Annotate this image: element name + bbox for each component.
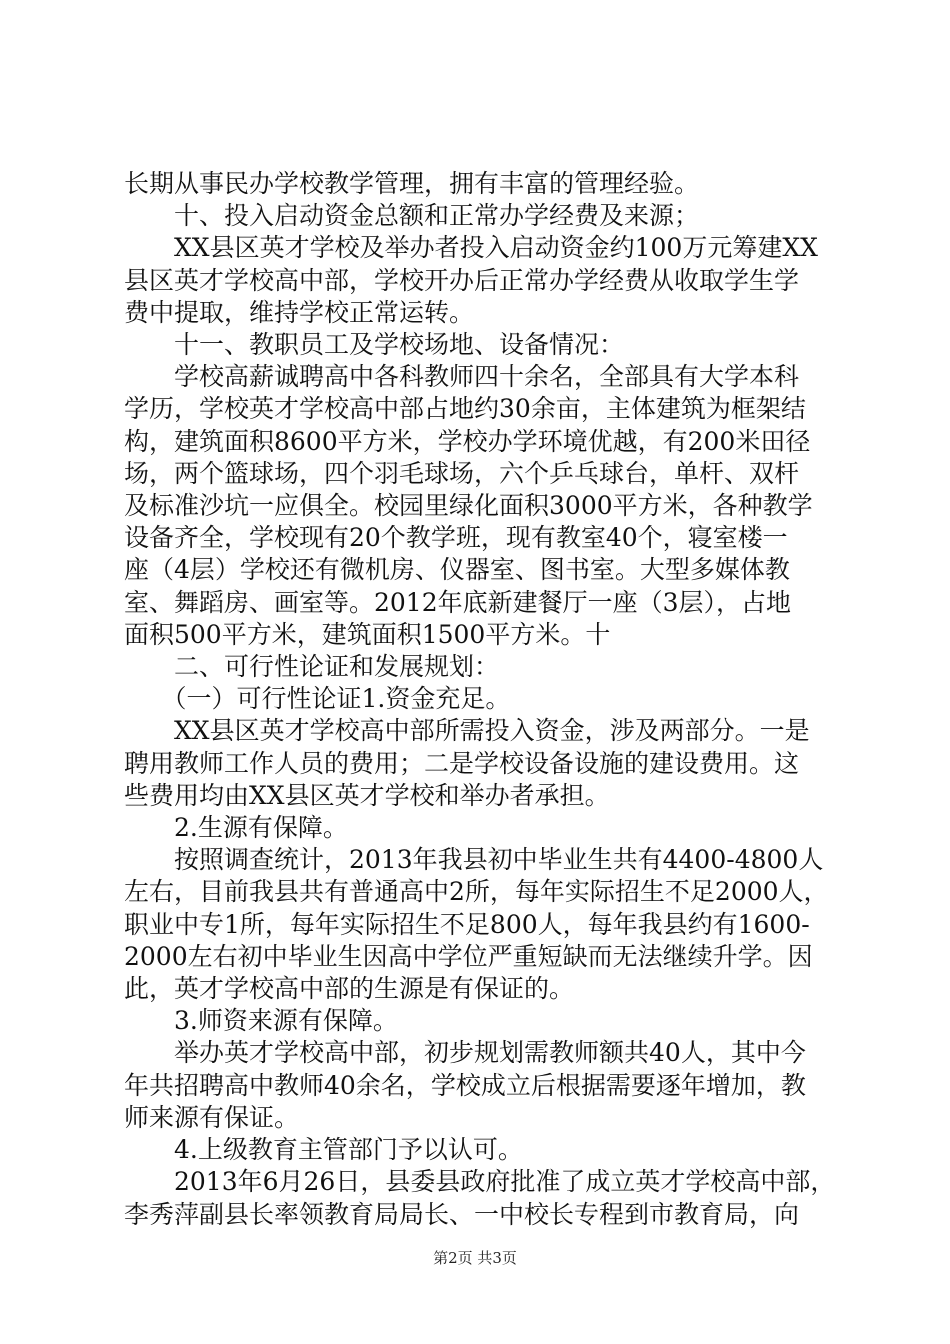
text-line: 此，英才学校高中部的生源是有保证的。	[124, 974, 575, 1004]
text-line: 面积500平方米，建筑面积1500平方米。十	[124, 619, 611, 649]
text-line: 长期从事民办学校教学管理，拥有丰富的管理经验。	[124, 169, 700, 198]
text-line: 费中提取，维持学校正常运转。	[124, 297, 475, 327]
page-footer	[0, 1247, 950, 1268]
text-line: 师来源有保证。	[124, 1102, 300, 1132]
text-line: 县区英才学校高中部，学校开办后正常办学经费从收取学生学	[124, 265, 800, 295]
document-body	[124, 168, 844, 1231]
text-line: 设备齐全，学校现有20个教学班，现有教室40个，寝室楼一	[124, 523, 788, 553]
text-line: 李秀萍副县长率领教育局局长、一中校长专程到市教育局，向	[124, 1199, 800, 1229]
text-line: 些费用均由XX县区英才学校和举办者承担。	[124, 780, 610, 810]
text-line: 2013年6月26日，县委县政府批准了成立英才学校高中部，	[124, 1167, 836, 1197]
text-line: 学校高薪诚聘高中各科教师四十余名，全部具有大学本科	[124, 362, 800, 392]
text-line: XX县区英才学校及举办者投入启动资金约100万元筹建XX	[124, 233, 818, 263]
text-line: 十、投入启动资金总额和正常办学经费及来源；	[124, 201, 700, 231]
text-line: 举办英才学校高中部，初步规划需教师额共40人，其中今	[124, 1038, 806, 1068]
text-line: 职业中专1所，每年实际招生不足800人，每年我县约有1600-	[124, 909, 810, 939]
text-line: （一）可行性论证1.资金充足。	[124, 684, 511, 714]
text-line: 年共招聘高中教师40余名，学校成立后根据需要逐年增加，教	[124, 1070, 806, 1100]
text-line: 2.生源有保障。	[124, 813, 348, 843]
text-line: 二、可行性论证和发展规划：	[124, 652, 500, 682]
text-line: 构，建筑面积8600平方米，学校办学环境优越，有200米田径	[124, 426, 811, 456]
page-number-label: 第2页 共3页	[433, 1249, 517, 1267]
text-line: 按照调查统计，2013年我县初中毕业生共有4400-4800人	[124, 845, 824, 875]
text-line: 左右，目前我县共有普通高中2所，每年实际招生不足2000人，	[124, 877, 829, 907]
text-line: 十一、教职员工及学校场地、设备情况：	[124, 330, 625, 360]
text-line: 2000左右初中毕业生因高中学位严重短缺而无法继续升学。因	[124, 941, 813, 971]
text-line: 室、舞蹈房、画室等。2012年底新建餐厅一座（3层），占地	[124, 587, 792, 617]
text-line: XX县区英才学校高中部所需投入资金，涉及两部分。一是	[124, 716, 810, 746]
text-line: 及标准沙坑一应俱全。校园里绿化面积3000平方米，各种教学	[124, 491, 813, 521]
text-line: 3.师资来源有保障。	[124, 1006, 398, 1036]
text-line: 场，两个篮球场，四个羽毛球场，六个乒乓球台，单杆、双杆	[124, 458, 800, 488]
text-line: 学历，学校英才学校高中部占地约30余亩，主体建筑为框架结	[124, 394, 806, 424]
text-line: 聘用教师工作人员的费用；二是学校设备设施的建设费用。这	[124, 748, 800, 778]
text-line: 座（4层）学校还有微机房、仪器室、图书室。大型多媒体教	[124, 555, 790, 585]
text-line: 4.上级教育主管部门予以认可。	[124, 1135, 523, 1165]
